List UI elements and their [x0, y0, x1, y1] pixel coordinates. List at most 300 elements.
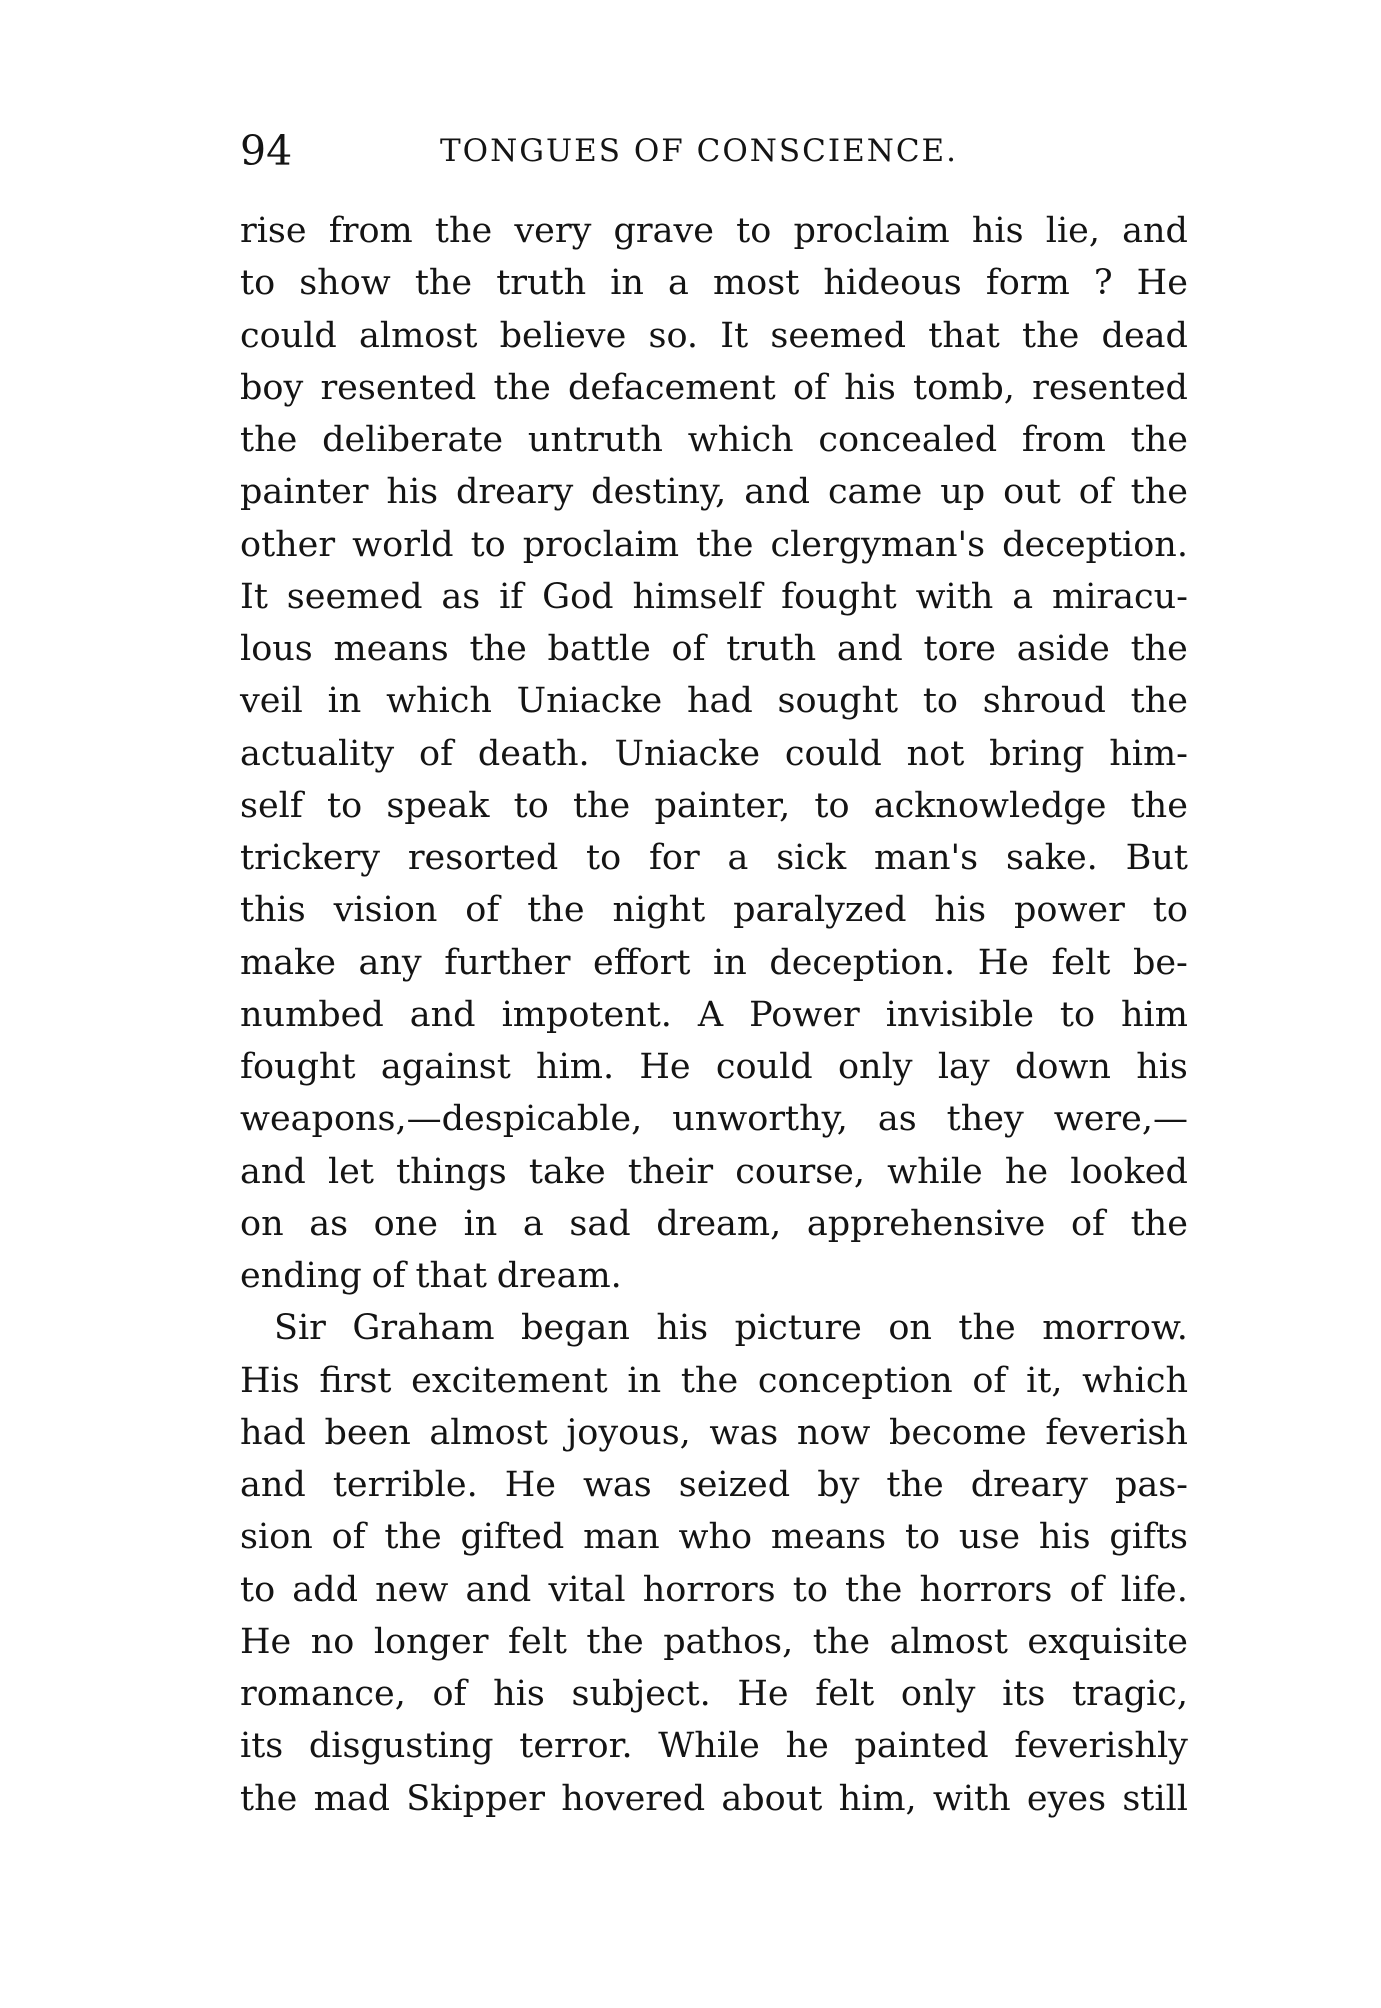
word: to — [513, 785, 549, 826]
word: eyes — [1026, 1778, 1107, 1819]
text-line — [240, 1668, 1188, 1720]
word: resented — [1032, 367, 1188, 408]
text-line — [240, 1250, 1188, 1302]
running-title: TONGUES OF CONSCIENCE. — [440, 133, 959, 169]
word: him — [1120, 994, 1188, 1035]
word: unworthy, — [672, 1099, 848, 1140]
word: paralyzed — [733, 890, 907, 931]
word: battle — [547, 629, 651, 669]
word: their — [627, 1151, 714, 1192]
text-line — [240, 623, 1188, 675]
word: so. — [648, 315, 699, 356]
word: the — [845, 1569, 903, 1610]
word: gifted — [460, 1517, 565, 1558]
word: still — [1122, 1778, 1188, 1819]
text-line — [240, 728, 1188, 780]
word: and — [744, 472, 811, 513]
word: He — [1136, 263, 1188, 304]
word: dead — [1101, 315, 1188, 356]
word: lous — [240, 629, 313, 669]
word: Power — [749, 994, 860, 1035]
word: Sir — [274, 1308, 326, 1349]
word: not — [906, 733, 965, 774]
word: of — [465, 890, 500, 931]
word: came — [827, 472, 923, 513]
text-line — [240, 1407, 1188, 1459]
word: the — [812, 1621, 871, 1662]
word: things — [396, 1151, 507, 1192]
word: tragic, — [1071, 1674, 1188, 1714]
word: while — [887, 1151, 983, 1192]
word: to — [922, 681, 958, 722]
word: the — [240, 1778, 298, 1819]
word: its — [240, 1726, 284, 1767]
word: concealed — [818, 420, 998, 460]
word: subject. — [571, 1674, 711, 1714]
word: He — [737, 1674, 789, 1714]
text-line — [240, 884, 1188, 936]
word: boy — [240, 367, 304, 408]
word: was — [709, 1412, 779, 1453]
word: terrible. — [332, 1465, 478, 1505]
word: of — [792, 367, 827, 408]
word: gifts — [1109, 1517, 1188, 1558]
word: to — [470, 524, 506, 565]
word: pathos, — [663, 1621, 794, 1662]
word: him- — [1109, 733, 1188, 774]
word: miracu- — [1052, 576, 1188, 617]
text-line — [240, 832, 1188, 884]
word: a — [668, 263, 689, 304]
word: and — [1122, 211, 1188, 251]
word: of — [432, 1674, 467, 1714]
word: deception. — [1002, 524, 1188, 565]
word: self — [240, 785, 303, 826]
word: take — [528, 1151, 606, 1192]
word: acknowledge — [873, 785, 1107, 826]
word: felt — [1051, 942, 1111, 983]
word: and — [836, 629, 903, 669]
text-line — [240, 1564, 1188, 1616]
word: tomb, — [913, 367, 1015, 408]
word: A — [697, 994, 724, 1035]
word: to — [736, 211, 772, 251]
word: it, — [1026, 1360, 1063, 1401]
word: the — [1130, 681, 1188, 722]
word: horrors — [642, 1569, 776, 1610]
word: and — [409, 994, 476, 1035]
word: veil — [240, 681, 303, 722]
word: down — [1014, 1047, 1111, 1087]
word: pas- — [1114, 1465, 1188, 1505]
word: hideous — [823, 263, 962, 304]
word: sad — [569, 1203, 631, 1244]
word: death. — [477, 733, 590, 774]
word: longer — [373, 1621, 489, 1662]
word: bring — [989, 733, 1085, 774]
word: him. — [536, 1047, 615, 1087]
word: sought — [777, 681, 899, 722]
word: dream, — [656, 1203, 782, 1244]
text-line — [240, 937, 1188, 989]
word: a — [727, 838, 749, 878]
word: actuality — [240, 733, 395, 774]
word: untruth — [527, 420, 663, 460]
word: fought — [781, 576, 897, 617]
word: felt — [507, 1621, 567, 1662]
word: painted — [854, 1726, 989, 1767]
word: clergyman's — [770, 524, 986, 565]
word: now — [796, 1412, 871, 1453]
word: night — [612, 890, 706, 931]
word: apprehensive — [806, 1203, 1046, 1244]
word: from — [1021, 420, 1106, 460]
word: defacement — [567, 367, 776, 408]
word: in — [327, 681, 362, 722]
word: which — [1082, 1360, 1188, 1401]
word: up — [940, 472, 986, 513]
word: who — [678, 1517, 753, 1558]
word: man's — [873, 838, 979, 878]
word: his — [971, 211, 1024, 251]
word: in — [627, 1360, 662, 1401]
word: felt — [815, 1674, 875, 1714]
word: feverish — [1045, 1412, 1188, 1453]
word: make — [240, 942, 336, 983]
word: sake. — [1005, 838, 1098, 878]
word: deception. — [769, 942, 956, 983]
word: for — [648, 838, 700, 878]
word: weapons,—despicable, — [240, 1099, 643, 1140]
word: He — [504, 1465, 556, 1505]
word: numbed — [240, 994, 384, 1035]
word: as — [309, 1203, 349, 1244]
word: It — [720, 315, 749, 356]
word: proclaim — [522, 524, 680, 565]
word: his — [386, 472, 439, 513]
word: trickery — [240, 838, 381, 878]
word: they — [946, 1099, 1024, 1140]
word: the — [680, 1360, 739, 1401]
word: this — [240, 890, 306, 931]
word: shroud — [982, 681, 1106, 722]
word: to — [240, 1569, 276, 1610]
word: Graham — [352, 1308, 495, 1349]
word: of — [371, 1256, 406, 1296]
word: world — [352, 524, 454, 565]
word: to — [904, 1517, 941, 1558]
word: horrors — [919, 1569, 1053, 1610]
word: as — [441, 576, 481, 617]
word: been — [324, 1412, 411, 1453]
word: his — [1038, 1517, 1091, 1558]
text-line — [240, 1146, 1188, 1198]
running-head — [240, 126, 1180, 176]
word: of — [1078, 472, 1113, 513]
page-number: 94 — [240, 127, 293, 175]
text-line — [240, 1616, 1188, 1668]
word: his — [656, 1308, 709, 1349]
word: first — [319, 1360, 392, 1401]
word: excitement — [411, 1360, 608, 1401]
word: of — [1069, 1569, 1104, 1610]
word: with — [915, 576, 994, 617]
word: impotent. — [501, 994, 672, 1035]
word: believe — [499, 315, 627, 356]
word: which — [687, 420, 794, 460]
word: feverishly — [1014, 1726, 1188, 1767]
word: further — [444, 942, 571, 983]
word: the — [1130, 420, 1188, 460]
word: add — [292, 1569, 358, 1610]
text-line — [240, 205, 1188, 257]
word: means — [333, 629, 449, 669]
word: of — [972, 1360, 1007, 1401]
word: on — [240, 1203, 284, 1244]
word: rise — [240, 211, 307, 251]
word: and — [240, 1151, 306, 1192]
word: invisible — [885, 994, 1034, 1035]
word: seized — [678, 1465, 791, 1505]
word: aside — [1016, 629, 1110, 669]
text-line — [240, 1459, 1188, 1511]
word: the — [886, 1465, 944, 1505]
word: seemed — [770, 315, 907, 356]
text-line — [240, 1720, 1188, 1772]
word: mad — [313, 1778, 391, 1819]
text-line — [240, 1511, 1188, 1563]
word: dreary — [456, 472, 574, 513]
word: with — [932, 1778, 1011, 1819]
word: most — [712, 263, 800, 304]
word: almost — [429, 1412, 548, 1453]
word: joyous, — [566, 1412, 691, 1453]
word: in — [610, 263, 644, 304]
word: a — [522, 1203, 544, 1244]
word: only — [837, 1047, 913, 1087]
word: the — [1130, 785, 1188, 826]
word: any — [358, 942, 422, 983]
word: only — [900, 1674, 976, 1714]
word: to — [792, 1569, 828, 1610]
word: of — [1070, 1203, 1106, 1244]
word: could — [784, 733, 882, 774]
word: dreary — [970, 1465, 1088, 1505]
word: He — [977, 942, 1029, 983]
word: had — [686, 681, 753, 722]
word: out — [1003, 472, 1061, 513]
word: new — [375, 1569, 449, 1610]
word: his — [934, 890, 987, 931]
word: the — [493, 367, 551, 408]
word: effort — [593, 942, 691, 983]
text-line — [240, 310, 1188, 362]
word: grave — [613, 211, 715, 251]
text-line — [240, 257, 1188, 309]
word: almost — [889, 1621, 1008, 1662]
word: power — [1013, 890, 1125, 931]
word: the — [586, 1621, 644, 1662]
word: one — [373, 1203, 438, 1244]
word: terror. — [519, 1726, 633, 1767]
text-line — [240, 1773, 1188, 1825]
word: himself — [632, 576, 763, 617]
word: the — [572, 785, 631, 826]
text-line — [240, 571, 1188, 623]
word: tore — [923, 629, 997, 669]
word: began — [521, 1308, 630, 1349]
text-line — [240, 1302, 1188, 1354]
word: form — [985, 263, 1070, 304]
word: against — [380, 1047, 511, 1087]
word: had — [240, 1412, 306, 1453]
word: about — [721, 1778, 823, 1819]
text-line — [240, 675, 1188, 727]
word: his — [493, 1674, 545, 1714]
word: God — [542, 576, 614, 617]
word: the — [958, 1308, 1016, 1349]
word: as — [877, 1099, 917, 1140]
word: course, — [735, 1151, 866, 1192]
word: sion — [240, 1517, 313, 1558]
word: seemed — [286, 576, 423, 617]
word: ending — [240, 1256, 362, 1296]
word: that — [415, 1256, 487, 1296]
word: of — [331, 1517, 366, 1558]
text-line — [240, 1093, 1188, 1145]
word: deliberate — [322, 420, 504, 460]
word: to — [240, 263, 276, 304]
word: But — [1125, 838, 1188, 878]
word: vision — [333, 890, 438, 931]
body-text — [240, 205, 1188, 1825]
text-line — [240, 780, 1188, 832]
word: of — [419, 733, 454, 774]
word: he — [1004, 1151, 1049, 1192]
text-line — [240, 989, 1188, 1041]
word: Uniacke — [614, 733, 761, 774]
word: the — [434, 211, 493, 251]
word: painter — [240, 472, 369, 513]
word: him, — [838, 1778, 917, 1819]
word: to — [1059, 994, 1096, 1035]
word: of — [671, 629, 706, 669]
word: be- — [1132, 942, 1188, 983]
word: romance, — [240, 1674, 406, 1714]
word: sick — [776, 838, 847, 878]
word: resorted — [407, 838, 559, 878]
text-line — [240, 1355, 1188, 1407]
word: its — [1002, 1674, 1046, 1714]
word: very — [514, 211, 592, 251]
word: means — [770, 1517, 887, 1558]
word: become — [889, 1412, 1027, 1453]
word: the — [384, 1517, 442, 1558]
word: could — [715, 1047, 813, 1087]
word: the — [527, 890, 585, 931]
word: morrow. — [1042, 1308, 1188, 1349]
word: exquisite — [1027, 1621, 1188, 1662]
word: the — [240, 420, 298, 460]
word: to — [1152, 890, 1188, 931]
text-line — [240, 1198, 1188, 1250]
text-line — [240, 466, 1188, 518]
word: if — [499, 576, 524, 617]
word: the — [469, 629, 527, 669]
word: to — [327, 785, 363, 826]
word: man — [583, 1517, 660, 1558]
word: His — [240, 1360, 300, 1401]
word: the — [414, 263, 473, 304]
word: lay — [937, 1047, 990, 1087]
word: While — [658, 1726, 760, 1767]
word: by — [817, 1465, 860, 1505]
word: that — [928, 315, 1000, 356]
word: He — [639, 1047, 691, 1087]
word: show — [299, 263, 391, 304]
word: and — [465, 1569, 532, 1610]
word: dream. — [496, 1256, 622, 1296]
text-line — [240, 1041, 1188, 1093]
word: a — [1012, 576, 1034, 617]
word: other — [240, 524, 336, 565]
word: which — [386, 681, 492, 722]
word: looked — [1070, 1151, 1188, 1192]
word: painter, — [654, 785, 791, 826]
word: fought — [240, 1047, 356, 1087]
word: lie, — [1045, 211, 1100, 251]
word: the — [1130, 472, 1188, 513]
word: could — [240, 315, 337, 356]
word: truth — [726, 629, 817, 669]
word: almost — [359, 315, 478, 356]
word: use — [958, 1517, 1021, 1558]
word: the — [1130, 629, 1188, 669]
word: disgusting — [308, 1726, 494, 1767]
word: to — [814, 785, 850, 826]
word: Uniacke — [516, 681, 663, 722]
word: resented — [320, 367, 477, 408]
text-line — [240, 519, 1188, 571]
word: destiny, — [591, 472, 727, 513]
word: the — [1022, 315, 1080, 356]
word: he — [785, 1726, 829, 1767]
word: on — [888, 1308, 932, 1349]
word: Skipper — [406, 1778, 545, 1819]
word: hovered — [561, 1778, 706, 1819]
word: let — [327, 1151, 374, 1192]
text-line — [240, 414, 1188, 466]
word: the — [1130, 1203, 1188, 1244]
word: was — [582, 1465, 652, 1505]
word: vital — [548, 1569, 626, 1610]
word: ? — [1093, 263, 1113, 304]
word: picture — [734, 1308, 862, 1349]
word: his — [1136, 1047, 1188, 1087]
word: from — [328, 211, 413, 251]
word: conception — [757, 1360, 953, 1401]
word: were,— — [1053, 1099, 1188, 1140]
word: to — [586, 838, 622, 878]
word: in — [713, 942, 747, 983]
word: He — [240, 1621, 292, 1662]
word: the — [696, 524, 754, 565]
word: and — [240, 1465, 306, 1505]
word: in — [463, 1203, 498, 1244]
word: proclaim — [793, 211, 950, 251]
word: his — [844, 367, 896, 408]
word: It — [240, 576, 268, 617]
